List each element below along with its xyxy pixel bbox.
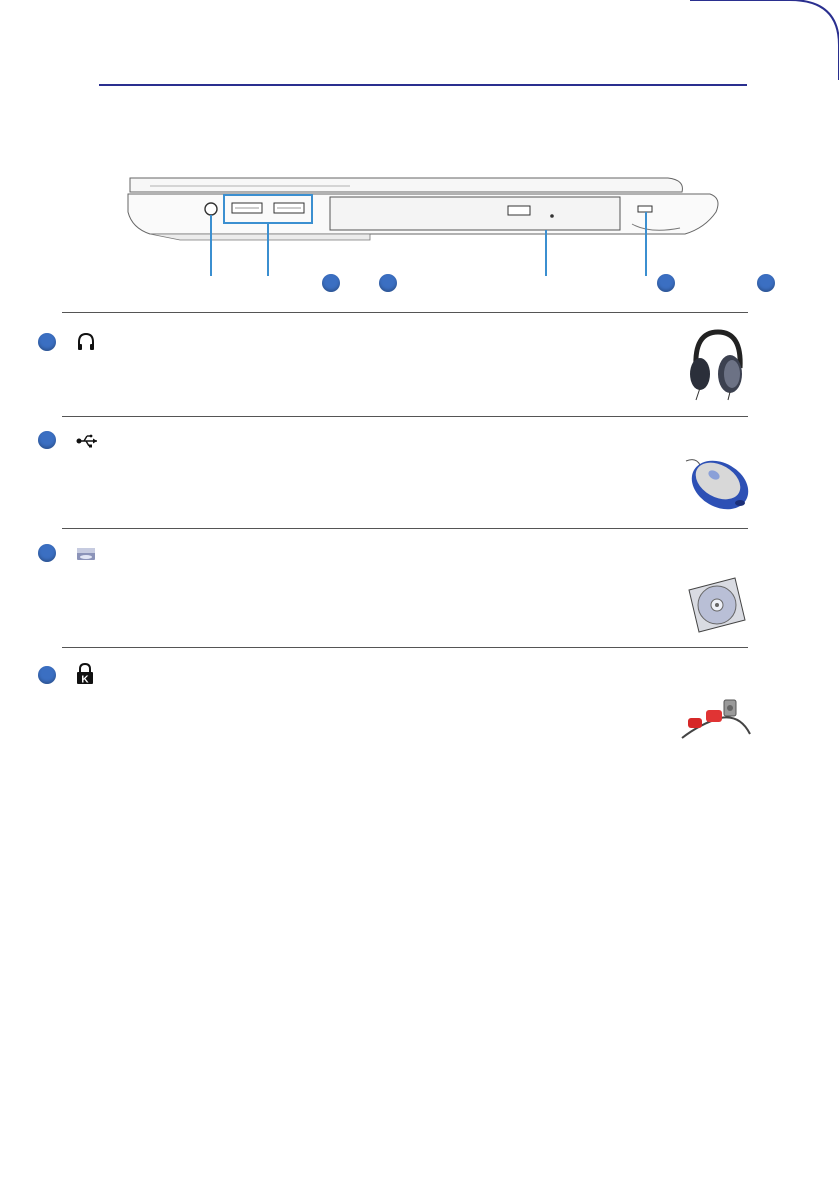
section-divider <box>62 416 748 417</box>
feature-kensington-lock <box>38 666 748 756</box>
headphones-photo <box>686 328 748 402</box>
feature-number-dot <box>38 544 56 562</box>
section-divider <box>62 528 748 529</box>
section-divider <box>62 312 748 313</box>
header-rule <box>99 84 747 86</box>
feature-number-dot <box>38 431 56 449</box>
feature-optical-drive <box>38 544 748 644</box>
laptop-side-diagram <box>120 168 760 298</box>
headphone-icon <box>76 332 96 352</box>
feature-usb-port <box>38 431 748 521</box>
lock-cable-photo <box>680 694 752 744</box>
callout-4-dot <box>757 274 775 292</box>
feature-number-dot <box>38 333 56 351</box>
callout-3-dot <box>657 274 675 292</box>
feature-headphone-output <box>38 333 748 413</box>
usb-icon <box>76 432 100 450</box>
cd-photo <box>685 576 747 634</box>
kensington-lock-icon <box>76 663 94 685</box>
mouse-photo <box>684 455 750 513</box>
section-divider <box>62 647 748 648</box>
callout-1-dot <box>322 274 340 292</box>
svg-text:K: K <box>81 674 89 685</box>
optical-drive-icon <box>76 546 96 562</box>
feature-number-dot <box>38 666 56 684</box>
callout-2-dot <box>379 274 397 292</box>
page-corner-arc <box>0 0 839 80</box>
